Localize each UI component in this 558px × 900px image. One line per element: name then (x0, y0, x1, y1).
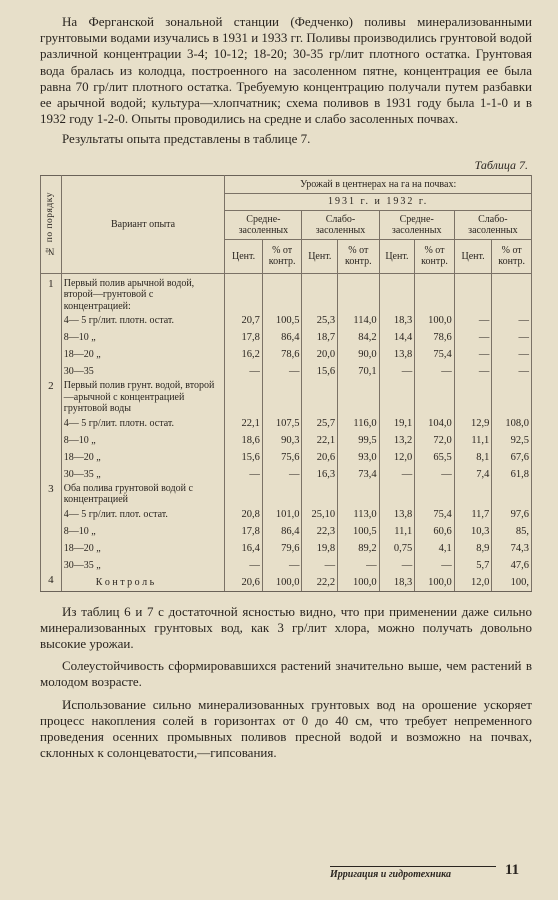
cell: 97,6 (492, 506, 532, 523)
cell: — (379, 466, 415, 483)
group-title-row (41, 380, 532, 415)
table-row (41, 523, 532, 540)
cell: 16,4 (225, 540, 263, 557)
row-label: 18—20 „ (61, 346, 225, 363)
control-label: К о н т р о л ь (61, 574, 225, 592)
cell: 100,5 (338, 523, 380, 540)
group-number: 3 (41, 483, 62, 506)
header-cent: Цент. (302, 239, 338, 273)
cell: 17,8 (225, 523, 263, 540)
cell: 18,3 (379, 312, 415, 329)
cell: — (262, 557, 302, 574)
header-variant: Вариант опыта (61, 175, 225, 273)
cell: — (454, 329, 492, 346)
closing-paragraph: Из таблиц 6 и 7 с достаточной ясностью видно, что при применении даже сильно минерализованных грунтовых вод, как 3 гр/лит хлора, можно получать довольно высокие урожаи. (40, 603, 532, 652)
cell: 90,3 (262, 432, 302, 449)
cell: 79,6 (262, 540, 302, 557)
cell: 4,1 (415, 540, 455, 557)
cell: — (225, 466, 263, 483)
cell: — (225, 363, 263, 380)
cell: 85, (492, 523, 532, 540)
cell: 10,3 (454, 523, 492, 540)
cell: 70,1 (338, 363, 380, 380)
cell: 47,6 (492, 557, 532, 574)
cell: 25,7 (302, 415, 338, 432)
cell: 89,2 (338, 540, 380, 557)
cell: 78,6 (415, 329, 455, 346)
results-line: Результаты опыта представлены в таблице 7. (62, 131, 311, 147)
header-pct: % от контр. (492, 239, 532, 273)
cell: 20,6 (225, 574, 263, 592)
cell: 78,6 (262, 346, 302, 363)
cell: 13,8 (379, 346, 415, 363)
row-label: 8—10 „ (61, 523, 225, 540)
cell: 11,7 (454, 506, 492, 523)
group-title-row (41, 483, 532, 506)
table-row (41, 329, 532, 346)
cell: 25,3 (302, 312, 338, 329)
cell: 86,4 (262, 523, 302, 540)
cell: 107,5 (262, 415, 302, 432)
cell: 100,0 (338, 574, 380, 592)
cell: — (225, 557, 263, 574)
cell: — (302, 557, 338, 574)
cell: 73,4 (338, 466, 380, 483)
cell: 7,4 (454, 466, 492, 483)
cell: 19,8 (302, 540, 338, 557)
cell: — (492, 329, 532, 346)
cell: 100,0 (415, 312, 455, 329)
table-row (41, 432, 532, 449)
intro-paragraph: На Ферганской зональной станции (Федченко) поливы минерализованными грунтовыми водами изучались в 1931 и 1933 гг. Поливы производились грунтовой водой различной концентрации 3-4; 10-12; 18-20; 30-35 гр/лит плотного остатка. Грунтовая вода бралась из колодца, построенного на засоленном пятне, концентрация ее была равна 70 гр/лит плотного остатка. Требуемую концентрацию получали путем разбавки ее арычной водой; культура—хлопчатник; схема поливов в 1931 году была 1-1-0 и в 1932 году 1-2-0. Опыты проводились на средне и слабо засоленных почвах. (40, 14, 532, 127)
header-yield: Урожай в центнерах на га на почвах: (225, 175, 532, 193)
table-row (41, 506, 532, 523)
header-soil-1: Средне-засоленных (225, 210, 302, 239)
cell: 86,4 (262, 329, 302, 346)
cell: 12,0 (454, 574, 492, 592)
cell: 0,75 (379, 540, 415, 557)
cell: — (415, 557, 455, 574)
cell: — (454, 312, 492, 329)
cell: 22,3 (302, 523, 338, 540)
cell: 13,8 (379, 506, 415, 523)
cell: 11,1 (454, 432, 492, 449)
cell: — (379, 363, 415, 380)
cell: 100, (492, 574, 532, 592)
cell: 5,7 (454, 557, 492, 574)
closing-paragraph: Солеустойчивость сформировавшихся растений значительно выше, чем растений в молодом возрасте. (40, 658, 532, 690)
row-label: 18—20 „ (61, 540, 225, 557)
row-label: 30—35 „ (61, 557, 225, 574)
cell: 114,0 (338, 312, 380, 329)
group-title-row (41, 278, 532, 313)
cell: 12,0 (379, 449, 415, 466)
cell: 14,4 (379, 329, 415, 346)
cell: — (454, 363, 492, 380)
group-number: 1 (41, 278, 62, 313)
group-title: Оба полива грунтовой водой с концентрацией (61, 483, 225, 506)
table-row (41, 466, 532, 483)
table-row (41, 415, 532, 432)
row-label: 4— 5 гр/лит. плотн. остат. (61, 312, 225, 329)
cell: 17,8 (225, 329, 263, 346)
cell: 15,6 (225, 449, 263, 466)
table-row (41, 346, 532, 363)
table-row (41, 540, 532, 557)
cell: 67,6 (492, 449, 532, 466)
cell: 75,6 (262, 449, 302, 466)
group-number: 2 (41, 380, 62, 415)
cell: 90,0 (338, 346, 380, 363)
cell: 19,1 (379, 415, 415, 432)
cell: — (379, 557, 415, 574)
cell: 99,5 (338, 432, 380, 449)
header-cent: Цент. (225, 239, 263, 273)
cell: — (415, 466, 455, 483)
header-no: № по порядку (41, 175, 62, 273)
cell: 20,7 (225, 312, 263, 329)
header-pct: % от контр. (262, 239, 302, 273)
cell: — (492, 312, 532, 329)
cell: 65,5 (415, 449, 455, 466)
table-row (41, 363, 532, 380)
cell: 13,2 (379, 432, 415, 449)
cell: 61,8 (492, 466, 532, 483)
cell: 72,0 (415, 432, 455, 449)
cell: 20,8 (225, 506, 263, 523)
cell: 15,6 (302, 363, 338, 380)
row-label: 8—10 „ (61, 329, 225, 346)
cell: — (415, 363, 455, 380)
cell: 22,2 (302, 574, 338, 592)
control-row (41, 574, 532, 592)
cell: 20,6 (302, 449, 338, 466)
cell: 75,4 (415, 346, 455, 363)
cell: — (262, 363, 302, 380)
cell: 18,3 (379, 574, 415, 592)
cell: 116,0 (338, 415, 380, 432)
header-years: 1931 г. и 1932 г. (225, 193, 532, 210)
header-soil-3: Средне-засоленных (379, 210, 454, 239)
cell: 93,0 (338, 449, 380, 466)
cell: 100,5 (262, 312, 302, 329)
table-row (41, 557, 532, 574)
table-row (41, 312, 532, 329)
header-pct: % от контр. (415, 239, 455, 273)
cell: 74,3 (492, 540, 532, 557)
page-number: 11 (505, 862, 520, 878)
yield-table (40, 175, 532, 592)
cell: — (454, 346, 492, 363)
header-cent: Цент. (454, 239, 492, 273)
cell: 20,0 (302, 346, 338, 363)
closing-paragraph: Использование сильно минерализованных грунтовых вод на орошение ускоряет процесс накопления солей в горизонтах от 0 до 40 см, что требует непременного проведения осенних промывных поливов пресной водой и возможно на почвах, склонных к солонцеватости,—гипсования. (40, 696, 532, 761)
header-pct: % от контр. (338, 239, 380, 273)
cell: 12,9 (454, 415, 492, 432)
cell: 18,6 (225, 432, 263, 449)
cell: 84,2 (338, 329, 380, 346)
row-label: 8—10 „ (61, 432, 225, 449)
cell: 16,2 (225, 346, 263, 363)
cell: 60,6 (415, 523, 455, 540)
row-label: 4— 5 гр/лит. плотн. остат. (61, 415, 225, 432)
cell: 101,0 (262, 506, 302, 523)
running-footer: Ирригация и гидротехника (330, 866, 496, 880)
cell: 75,4 (415, 506, 455, 523)
header-soil-2: Слабо-засоленных (302, 210, 379, 239)
cell: 104,0 (415, 415, 455, 432)
row-label: 18—20 „ (61, 449, 225, 466)
cell: 25,10 (302, 506, 338, 523)
row-label: 30—35 (61, 363, 225, 380)
cell: — (492, 363, 532, 380)
cell: 8,9 (454, 540, 492, 557)
closing-text (40, 604, 532, 762)
cell: 18,7 (302, 329, 338, 346)
cell: 108,0 (492, 415, 532, 432)
header-soil-4: Слабо-засоленных (454, 210, 531, 239)
group-number: 4 (41, 574, 62, 592)
cell: 11,1 (379, 523, 415, 540)
table-caption: Таблица 7. (474, 157, 528, 172)
cell: 92,5 (492, 432, 532, 449)
row-label: 4— 5 гр/лит. плот. остат. (61, 506, 225, 523)
header-cent: Цент. (379, 239, 415, 273)
cell: 22,1 (225, 415, 263, 432)
cell: — (338, 557, 380, 574)
group-title: Первый полив арычной водой, второй—грунтовой с концентрацией: (61, 278, 225, 313)
cell: 16,3 (302, 466, 338, 483)
table-row (41, 449, 532, 466)
cell: 100,0 (262, 574, 302, 592)
row-label: 30—35 „ (61, 466, 225, 483)
cell: 100,0 (415, 574, 455, 592)
cell: 113,0 (338, 506, 380, 523)
cell: 22,1 (302, 432, 338, 449)
cell: — (492, 346, 532, 363)
group-title: Первый полив грунт. водой, второй—арычной с концентрацией грунтовой воды (61, 380, 225, 415)
cell: — (262, 466, 302, 483)
cell: 8,1 (454, 449, 492, 466)
